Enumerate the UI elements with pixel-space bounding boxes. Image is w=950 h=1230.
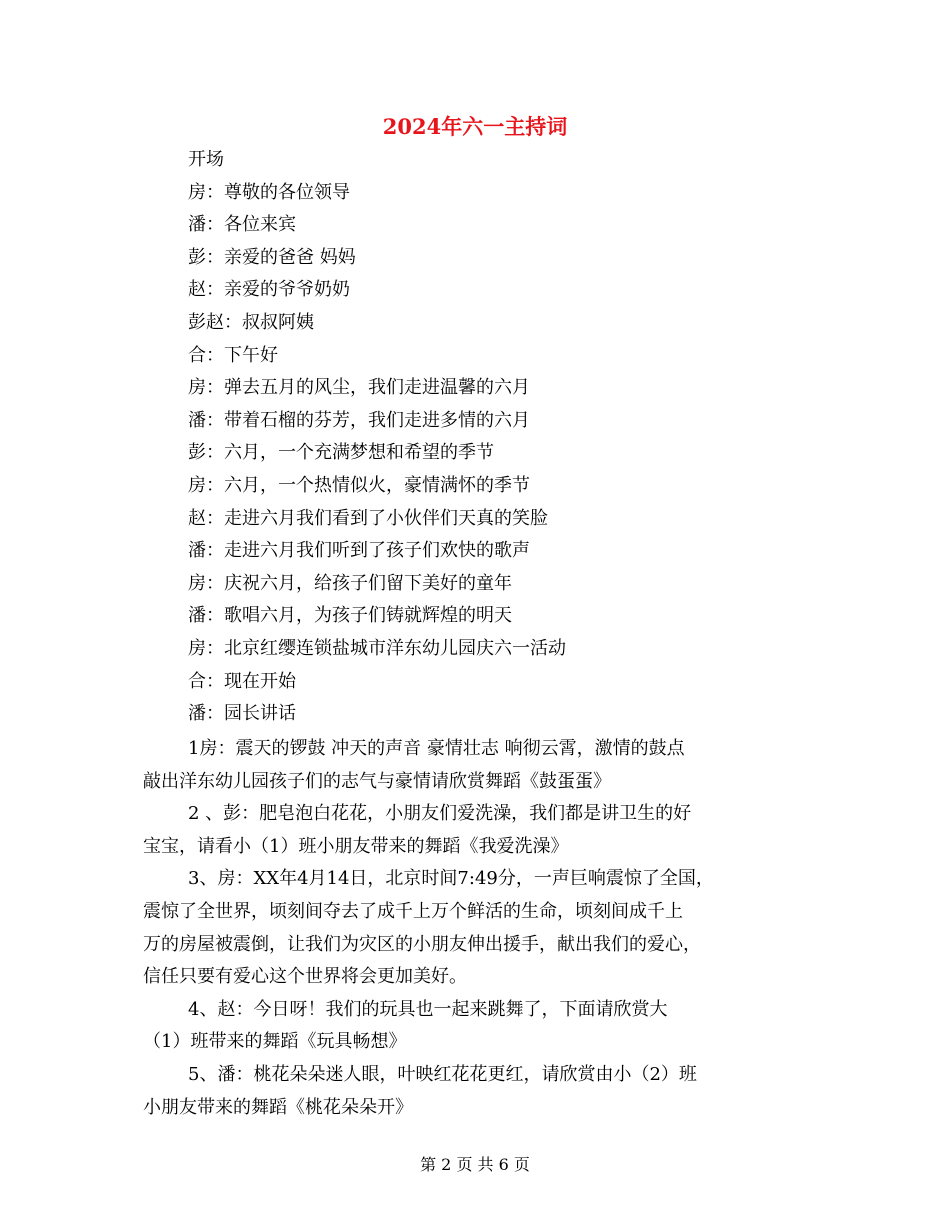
- dialogue-line: 房：尊敬的各位领导: [188, 181, 350, 203]
- dialogue-line: 彭赵：叔叔阿姨: [188, 311, 314, 333]
- program-paragraph: 1房：震天的锣鼓 冲天的声音 豪情壮志 响彻云霄，激情的鼓点 敲出洋东幼儿园孩子们的志气与豪情请欣赏舞蹈《鼓蛋蛋》: [143, 738, 685, 792]
- dialogue-line: 潘：走进六月我们听到了孩子们欢快的歌声: [188, 540, 530, 562]
- dialogue-line: 潘：各位来宾: [188, 214, 296, 236]
- program-paragraph: 2 、彭：肥皂泡白花花，小朋友们爱洗澡，我们都是讲卫生的好 宝宝，请看小（1）班小朋友带来的舞蹈《我爱洗澡》: [143, 803, 692, 857]
- dialogue-line: 潘：带着石榴的芬芳，我们走进多情的六月: [188, 409, 530, 431]
- dialogue-lines: [188, 144, 828, 731]
- dialogue-line: 房：北京红缨连锁盐城市洋东幼儿园庆六一活动: [188, 637, 566, 659]
- dialogue-line: 合：现在开始: [188, 670, 296, 692]
- dialogue-line: 房：庆祝六月，给孩子们留下美好的童年: [188, 572, 512, 594]
- dialogue-line: 合：下午好: [188, 344, 278, 366]
- dialogue-line: 彭：六月，一个充满梦想和希望的季节: [188, 442, 494, 464]
- dialogue-line: 开场: [188, 149, 224, 170]
- page-number: 第 2 页 共 6 页: [420, 1155, 530, 1174]
- dialogue-line: 房：弹去五月的风尘，我们走进温馨的六月: [188, 377, 530, 399]
- dialogue-line: 赵：亲爱的爷爷奶奶: [188, 279, 350, 301]
- program-paragraphs: [143, 733, 823, 1124]
- program-paragraph: 5、潘：桃花朵朵迷人眼，叶映红花花更红，请欣赏由小（2）班 小朋友带来的舞蹈《桃花朵朵开》: [143, 1063, 697, 1118]
- dialogue-line: 潘：园长讲话: [188, 703, 296, 725]
- dialogue-line: 潘：歌唱六月，为孩子们铸就辉煌的明天: [188, 605, 512, 627]
- dialogue-line: 赵：走进六月我们看到了小伙伴们天真的笑脸: [188, 507, 548, 529]
- dialogue-line: 房：六月，一个热情似火，豪情满怀的季节: [188, 474, 530, 496]
- document-title: 2024年六一主持词: [382, 114, 568, 139]
- program-paragraph: 4、赵：今日呀！我们的玩具也一起来跳舞了，下面请欣赏大 （1）班带来的舞蹈《玩具畅想》: [143, 998, 668, 1053]
- dialogue-line: 彭：亲爱的爸爸 妈妈: [188, 246, 356, 268]
- program-paragraph: 3、房：XX年4月14日，北京时间7:49分，一声巨响震惊了全国， 震惊了全世界，顷刻间夺去了成千上万个鲜活的生命，顷刻间成千上 万的房屋被震倒，让我们为灾区的小朋友伸出援手，献出我们的爱心， 信任只要有爱心这个世界将会更加美好。: [143, 868, 714, 988]
